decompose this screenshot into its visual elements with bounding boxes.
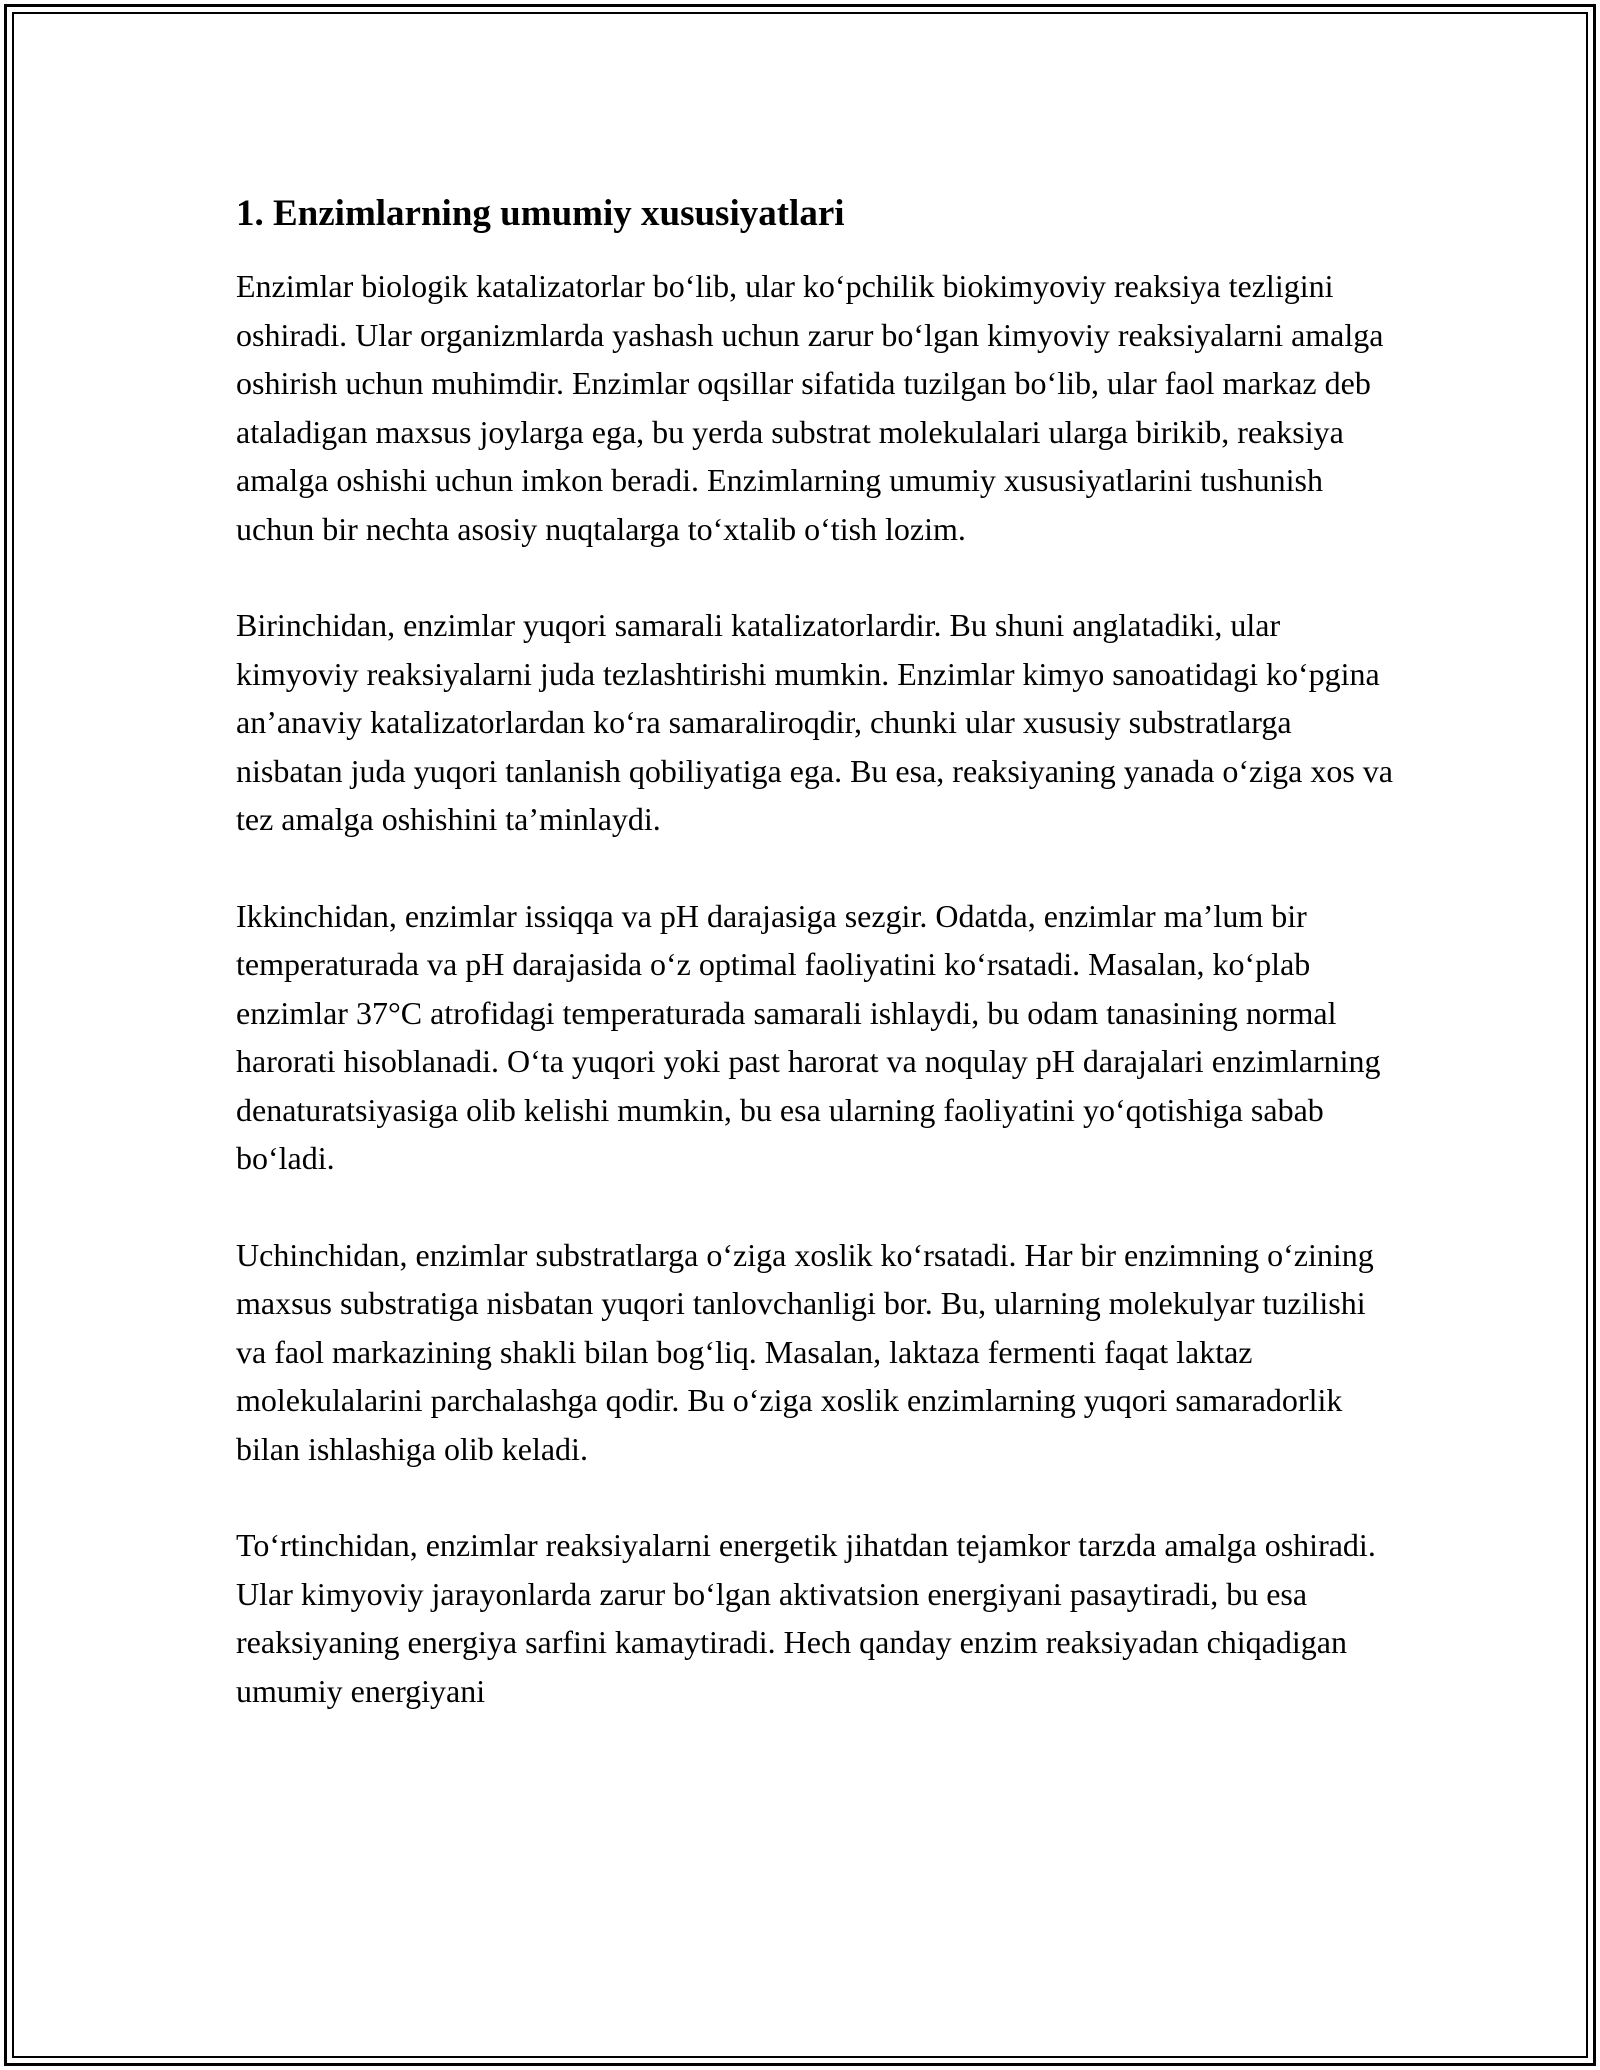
paragraph-intro: Enzimlar biologik katalizatorlar bo‘lib, ular ko‘pchilik biokimyoviy reaksiya tezligini oshiradi. Ular organizmlarda yashash uchun zarur bo‘lgan kimyoviy reaksiyalarni amalga oshirish uchun muhimdir. Enzimlar oqsillar sifatida tuzilgan bo‘lib, ular faol markaz deb ataladigan maxsus joylarga ega, bu yerda substrat molekulalari ularga birikib, reaksiya amalga oshishi uchun imkon beradi. Enzimlarning umumiy xususiyatlarini tushunish uchun bir nechta asosiy nuqtalarga to‘xtalib o‘tish lozim.: [236, 268, 1384, 547]
document-body: [236, 188, 1396, 1763]
section-heading: 1. Enzimlarning umumiy xususiyatlari: [236, 193, 845, 234]
paragraph-fourth-point: To‘rtinchidan, enzimlar reaksiyalarni energetik jihatdan tejamkor tarzda amalga oshiradi. Ular kimyoviy jarayonlarda zarur bo‘lgan aktivatsion energiyani pasaytiradi, bu esa reaksiyaning energiya sarfini kamaytiradi. Hech qanday enzim reaksiyadan chiqadigan umumiy energiyani: [236, 1527, 1376, 1709]
paragraph-third-point: Uchinchidan, enzimlar substratlarga o‘ziga xoslik ko‘rsatadi. Har bir enzimning o‘zining maxsus substratiga nisbatan yuqori tanlovchanligi bor. Bu, ularning molekulyar tuzilishi va faol markazining shakli bilan bog‘liq. Masalan, laktaza fermenti faqat laktaz molekulalarini parchalashga qodir. Bu o‘ziga xoslik enzimlarning yuqori samaradorlik bilan ishlashiga olib keladi.: [236, 1236, 1374, 1467]
paragraph-second-point: Ikkinchidan, enzimlar issiqqa va pH darajasiga sezgir. Odatda, enzimlar ma’lum bir temperaturada va pH darajasida o‘z optimal faoliyatini ko‘rsatadi. Masalan, ko‘plab enzimlar 37°C atrofidagi temperaturada samarali ishlaydi, bu odam tanasining normal harorati hisoblanadi. O‘ta yuqori yoki past harorat va noqulay pH darajalari enzimlarning denaturatsiyasiga olib kelishi mumkin, bu esa ularning faoliyatini yo‘qotishiga sabab bo‘ladi.: [236, 897, 1381, 1176]
paragraph-first-point: Birinchidan, enzimlar yuqori samarali katalizatorlardir. Bu shuni anglatadiki, ular kimyoviy reaksiyalarni juda tezlashtirishi mumkin. Enzimlar kimyo sanoatidagi ko‘pgina an’anaviy katalizatorlardan ko‘ra samaraliroqdir, chunki ular xususiy substratlarga nisbatan juda yuqori tanlanish qobiliyatiga ega. Bu esa, reaksiyaning yanada o‘ziga xos va tez amalga oshishini ta’minlaydi.: [236, 607, 1393, 837]
